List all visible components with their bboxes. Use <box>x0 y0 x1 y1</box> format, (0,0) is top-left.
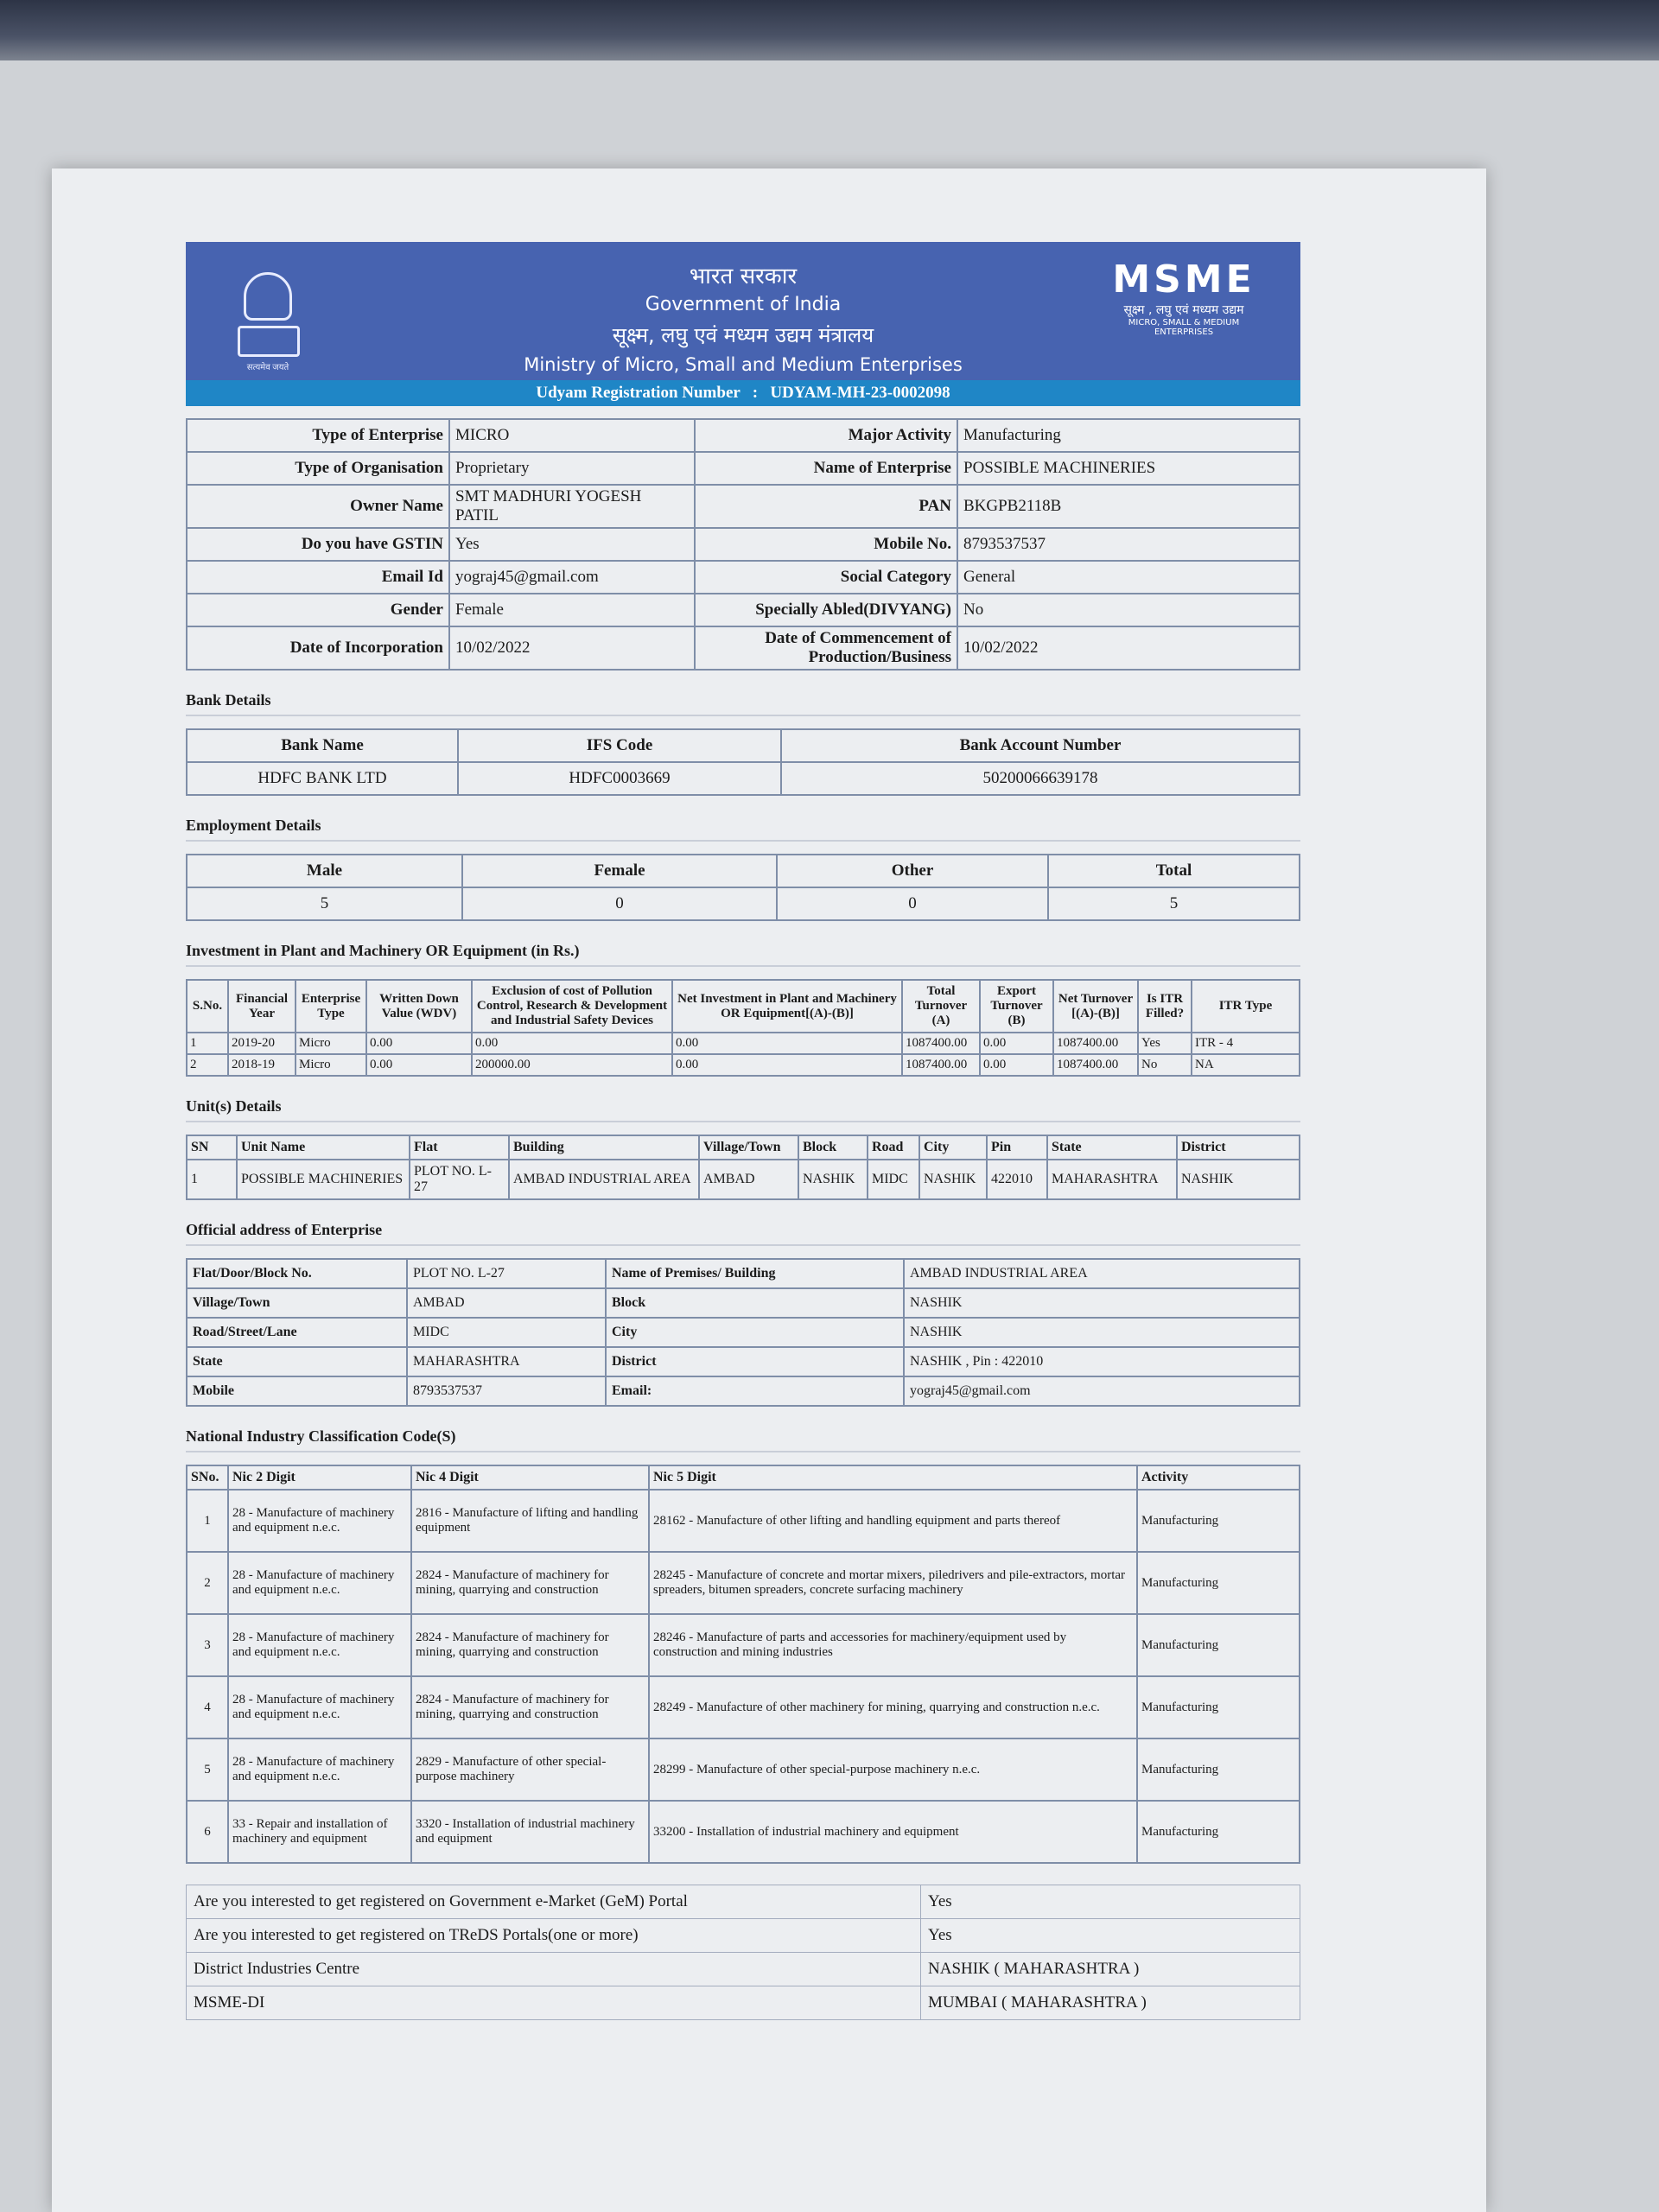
nic-row <box>187 1738 1300 1801</box>
detail-value: MICRO <box>449 419 695 452</box>
option-value: MUMBAI ( MAHARASHTRA ) <box>921 1986 1300 2020</box>
detail-value: General <box>957 561 1300 594</box>
details-row <box>187 594 1300 626</box>
address-value: NASHIK , Pin : 422010 <box>904 1347 1300 1376</box>
detail-label: Specially Abled(DIVYANG) <box>695 594 957 626</box>
detail-label: PAN <box>695 485 957 528</box>
investment-cell: NA <box>1192 1054 1300 1076</box>
investment-cell: 0.00 <box>980 1054 1053 1076</box>
unit-row <box>187 1160 1300 1199</box>
bank-name-header: Bank Name <box>187 729 458 762</box>
government-of-india: Government of India <box>645 294 842 315</box>
other-value: 0 <box>777 887 1048 920</box>
nic-cell: 28245 - Manufacture of concrete and mortar mixers, piledrivers and pile-extractors, mortar spreaders, bitumen spreaders, concrete surfacing machinery <box>649 1552 1137 1614</box>
details-row <box>187 528 1300 561</box>
nic-row <box>187 1552 1300 1614</box>
details-row <box>187 561 1300 594</box>
total-header: Total <box>1048 855 1300 887</box>
registration-option-row <box>187 1919 1300 1953</box>
address-label: Email: <box>606 1376 904 1406</box>
nic-cell: 1 <box>187 1490 228 1552</box>
employment-details-title: Employment Details <box>186 817 1300 842</box>
investment-table <box>186 979 1300 1077</box>
detail-value: yograj45@gmail.com <box>449 561 695 594</box>
investment-header: Net Investment in Plant and Machinery OR Equipment[(A)-(B)] <box>672 980 902 1033</box>
nic-cell: 2824 - Manufacture of machinery for mining, quarrying and construction <box>411 1614 649 1676</box>
address-label: City <box>606 1318 904 1347</box>
registration-option-row <box>187 1885 1300 1919</box>
address-label: Road/Street/Lane <box>187 1318 407 1347</box>
investment-cell: 1 <box>187 1033 228 1054</box>
unit-cell: 1 <box>187 1160 237 1199</box>
nic-cell: 28162 - Manufacture of other lifting and handling equipment and parts thereof <box>649 1490 1137 1552</box>
investment-header: S.No. <box>187 980 228 1033</box>
male-header: Male <box>187 855 462 887</box>
details-row <box>187 419 1300 452</box>
address-value: NASHIK <box>904 1288 1300 1318</box>
address-value: 8793537537 <box>407 1376 606 1406</box>
nic-cell: Manufacturing <box>1137 1676 1300 1738</box>
registration-label: Udyam Registration Number <box>536 384 741 402</box>
enterprise-details-table <box>186 418 1300 671</box>
detail-label: Major Activity <box>695 419 957 452</box>
detail-label: Type of Organisation <box>187 452 449 485</box>
address-value: MAHARASHTRA <box>407 1347 606 1376</box>
address-value: NASHIK <box>904 1318 1300 1347</box>
unit-header: State <box>1047 1135 1177 1160</box>
nic-row <box>187 1614 1300 1676</box>
unit-header: Village/Town <box>699 1135 798 1160</box>
nic-cell: 3 <box>187 1614 228 1676</box>
detail-label: Social Category <box>695 561 957 594</box>
msme-logo-text: MSME <box>1112 257 1255 302</box>
nic-cell: 2829 - Manufacture of other special-purpose machinery <box>411 1738 649 1801</box>
registration-separator: : <box>752 384 759 402</box>
investment-cell: 2019-20 <box>228 1033 296 1054</box>
bank-details-title: Bank Details <box>186 691 1300 716</box>
total-value: 5 <box>1048 887 1300 920</box>
nic-table <box>186 1465 1300 1864</box>
unit-cell: MIDC <box>868 1160 919 1199</box>
investment-cell: 2018-19 <box>228 1054 296 1076</box>
address-label: State <box>187 1347 407 1376</box>
nic-cell: 28299 - Manufacture of other special-purpose machinery n.e.c. <box>649 1738 1137 1801</box>
detail-label: Owner Name <box>187 485 449 528</box>
unit-cell: AMBAD <box>699 1160 798 1199</box>
nic-cell: 28249 - Manufacture of other machinery for mining, quarrying and construction n.e.c. <box>649 1676 1137 1738</box>
address-row <box>187 1347 1300 1376</box>
certificate-header <box>186 242 1300 380</box>
address-value: yograj45@gmail.com <box>904 1376 1300 1406</box>
investment-row <box>187 1033 1300 1054</box>
female-header: Female <box>462 855 777 887</box>
nic-cell: 4 <box>187 1676 228 1738</box>
detail-label: Date of Incorporation <box>187 626 449 670</box>
investment-cell: 1087400.00 <box>902 1054 980 1076</box>
address-label: Name of Premises/ Building <box>606 1259 904 1288</box>
detail-label: Gender <box>187 594 449 626</box>
registration-number-bar <box>186 380 1300 406</box>
investment-header: ITR Type <box>1192 980 1300 1033</box>
investment-cell: 0.00 <box>366 1054 472 1076</box>
detail-label: Type of Enterprise <box>187 419 449 452</box>
nic-header: Activity <box>1137 1465 1300 1490</box>
bank-details-table <box>186 728 1300 796</box>
detail-value: POSSIBLE MACHINERIES <box>957 452 1300 485</box>
investment-header: Net Turnover [(A)-(B)] <box>1053 980 1138 1033</box>
investment-cell: 1087400.00 <box>1053 1054 1138 1076</box>
registration-option-row <box>187 1986 1300 2020</box>
detail-label: Name of Enterprise <box>695 452 957 485</box>
male-value: 5 <box>187 887 462 920</box>
address-value: AMBAD INDUSTRIAL AREA <box>904 1259 1300 1288</box>
nic-cell: 2824 - Manufacture of machinery for mining, quarrying and construction <box>411 1552 649 1614</box>
unit-cell: PLOT NO. L-27 <box>410 1160 509 1199</box>
option-value: Yes <box>921 1919 1300 1953</box>
detail-value: BKGPB2118B <box>957 485 1300 528</box>
address-table <box>186 1258 1300 1407</box>
investment-cell: 2 <box>187 1054 228 1076</box>
nic-header: SNo. <box>187 1465 228 1490</box>
address-label: Block <box>606 1288 904 1318</box>
option-label: District Industries Centre <box>187 1953 921 1986</box>
nic-cell: Manufacturing <box>1137 1552 1300 1614</box>
msme-logo <box>1102 257 1266 337</box>
unit-header: Flat <box>410 1135 509 1160</box>
national-emblem-icon <box>238 272 298 372</box>
nic-cell: 5 <box>187 1738 228 1801</box>
nic-cell: Manufacturing <box>1137 1738 1300 1801</box>
background-folder <box>0 0 1659 60</box>
registration-option-row <box>187 1953 1300 1986</box>
investment-cell: Micro <box>296 1033 366 1054</box>
female-value: 0 <box>462 887 777 920</box>
detail-label: Date of Commencement of Production/Business <box>695 626 957 670</box>
nic-cell: 2824 - Manufacture of machinery for mining, quarrying and construction <box>411 1676 649 1738</box>
udyam-certificate <box>186 242 1300 2020</box>
unit-cell: NASHIK <box>798 1160 868 1199</box>
detail-label: Mobile No. <box>695 528 957 561</box>
hindi-government: भारत सरकार <box>689 264 798 289</box>
detail-value: 8793537537 <box>957 528 1300 561</box>
account-number-header: Bank Account Number <box>781 729 1300 762</box>
unit-cell: POSSIBLE MACHINERIES <box>237 1160 410 1199</box>
investment-header: Total Turnover (A) <box>902 980 980 1033</box>
investment-cell: 0.00 <box>672 1054 902 1076</box>
details-row <box>187 626 1300 670</box>
address-label: Mobile <box>187 1376 407 1406</box>
nic-cell: 28246 - Manufacture of parts and accessories for machinery/equipment used by construction and mining industries <box>649 1614 1137 1676</box>
detail-value: Proprietary <box>449 452 695 485</box>
detail-value: 10/02/2022 <box>449 626 695 670</box>
address-label: District <box>606 1347 904 1376</box>
hindi-ministry: सूक्ष्म, लघु एवं मध्यम उद्यम मंत्रालय <box>612 323 874 347</box>
investment-cell: Micro <box>296 1054 366 1076</box>
other-header: Other <box>777 855 1048 887</box>
registration-number: UDYAM-MH-23-0002098 <box>770 384 950 402</box>
unit-header: City <box>919 1135 987 1160</box>
details-row <box>187 452 1300 485</box>
nic-cell: 2 <box>187 1552 228 1614</box>
nic-cell: Manufacturing <box>1137 1490 1300 1552</box>
unit-cell: NASHIK <box>919 1160 987 1199</box>
registration-options-table <box>186 1885 1300 2020</box>
units-table <box>186 1135 1300 1200</box>
nic-header: Nic 5 Digit <box>649 1465 1137 1490</box>
address-value: PLOT NO. L-27 <box>407 1259 606 1288</box>
unit-cell: NASHIK <box>1177 1160 1300 1199</box>
detail-value: SMT MADHURI YOGESH PATIL <box>449 485 695 528</box>
bank-name-value: HDFC BANK LTD <box>187 762 458 795</box>
unit-header: District <box>1177 1135 1300 1160</box>
investment-cell: 0.00 <box>472 1033 672 1054</box>
investment-header: Financial Year <box>228 980 296 1033</box>
ministry-name: Ministry of Micro, Small and Medium Enterprises <box>524 354 963 375</box>
address-label: Flat/Door/Block No. <box>187 1259 407 1288</box>
emblem-caption: सत्यमेव जयते <box>246 363 289 372</box>
option-value: Yes <box>921 1885 1300 1919</box>
nic-row <box>187 1676 1300 1738</box>
nic-cell: 6 <box>187 1801 228 1863</box>
investment-header: Is ITR Filled? <box>1138 980 1192 1033</box>
investment-cell: 1087400.00 <box>902 1033 980 1054</box>
nic-cell: 33 - Repair and installation of machinery and equipment <box>228 1801 411 1863</box>
employment-details-table <box>186 854 1300 921</box>
msme-logo-hindi: सूक्ष्म , लघु एवं मध्यम उद्यम <box>1123 303 1244 317</box>
investment-title: Investment in Plant and Machinery OR Equipment (in Rs.) <box>186 942 1300 967</box>
nic-row <box>187 1801 1300 1863</box>
investment-cell: Yes <box>1138 1033 1192 1054</box>
option-label: Are you interested to get registered on TReDS Portals(one or more) <box>187 1919 921 1953</box>
option-label: Are you interested to get registered on Government e-Market (GeM) Portal <box>187 1885 921 1919</box>
units-title: Unit(s) Details <box>186 1097 1300 1122</box>
ifs-code-value: HDFC0003669 <box>458 762 781 795</box>
address-row <box>187 1288 1300 1318</box>
detail-value: 10/02/2022 <box>957 626 1300 670</box>
address-value: AMBAD <box>407 1288 606 1318</box>
investment-header: Exclusion of cost of Pollution Control, Research & Development and Industrial Safety Devices <box>472 980 672 1033</box>
nic-cell: 28 - Manufacture of machinery and equipment n.e.c. <box>228 1614 411 1676</box>
nic-cell: 28 - Manufacture of machinery and equipment n.e.c. <box>228 1738 411 1801</box>
option-label: MSME-DI <box>187 1986 921 2020</box>
unit-header: Unit Name <box>237 1135 410 1160</box>
nic-cell: 28 - Manufacture of machinery and equipment n.e.c. <box>228 1490 411 1552</box>
investment-cell: 1087400.00 <box>1053 1033 1138 1054</box>
unit-header: Building <box>509 1135 699 1160</box>
nic-cell: 28 - Manufacture of machinery and equipment n.e.c. <box>228 1552 411 1614</box>
investment-row <box>187 1054 1300 1076</box>
nic-header: Nic 2 Digit <box>228 1465 411 1490</box>
nic-cell: 2816 - Manufacture of lifting and handling equipment <box>411 1490 649 1552</box>
unit-header: Block <box>798 1135 868 1160</box>
address-row <box>187 1259 1300 1288</box>
unit-header: Pin <box>987 1135 1047 1160</box>
investment-cell: ITR - 4 <box>1192 1033 1300 1054</box>
option-value: NASHIK ( MAHARASHTRA ) <box>921 1953 1300 1986</box>
unit-header: SN <box>187 1135 237 1160</box>
nic-cell: Manufacturing <box>1137 1614 1300 1676</box>
nic-cell: 33200 - Installation of industrial machinery and equipment <box>649 1801 1137 1863</box>
detail-label: Do you have GSTIN <box>187 528 449 561</box>
unit-cell: MAHARASHTRA <box>1047 1160 1177 1199</box>
investment-header: Written Down Value (WDV) <box>366 980 472 1033</box>
address-value: MIDC <box>407 1318 606 1347</box>
details-row <box>187 485 1300 528</box>
nic-header: Nic 4 Digit <box>411 1465 649 1490</box>
detail-value: No <box>957 594 1300 626</box>
msme-logo-sub: MICRO, SMALL & MEDIUM ENTERPRISES <box>1128 318 1240 337</box>
detail-label: Email Id <box>187 561 449 594</box>
investment-cell: 0.00 <box>980 1033 1053 1054</box>
detail-value: Yes <box>449 528 695 561</box>
nic-cell: 28 - Manufacture of machinery and equipment n.e.c. <box>228 1676 411 1738</box>
address-row <box>187 1318 1300 1347</box>
address-label: Village/Town <box>187 1288 407 1318</box>
unit-header: Road <box>868 1135 919 1160</box>
nic-row <box>187 1490 1300 1552</box>
detail-value: Female <box>449 594 695 626</box>
address-title: Official address of Enterprise <box>186 1221 1300 1246</box>
ifs-code-header: IFS Code <box>458 729 781 762</box>
nic-cell: 3320 - Installation of industrial machinery and equipment <box>411 1801 649 1863</box>
investment-cell: 200000.00 <box>472 1054 672 1076</box>
investment-cell: 0.00 <box>672 1033 902 1054</box>
detail-value: Manufacturing <box>957 419 1300 452</box>
address-row <box>187 1376 1300 1406</box>
account-number-value: 50200066639178 <box>781 762 1300 795</box>
investment-header: Export Turnover (B) <box>980 980 1053 1033</box>
unit-cell: 422010 <box>987 1160 1047 1199</box>
nic-cell: Manufacturing <box>1137 1801 1300 1863</box>
nic-title: National Industry Classification Code(S) <box>186 1427 1300 1452</box>
investment-cell: No <box>1138 1054 1192 1076</box>
unit-cell: AMBAD INDUSTRIAL AREA <box>509 1160 699 1199</box>
investment-header: Enterprise Type <box>296 980 366 1033</box>
investment-cell: 0.00 <box>366 1033 472 1054</box>
